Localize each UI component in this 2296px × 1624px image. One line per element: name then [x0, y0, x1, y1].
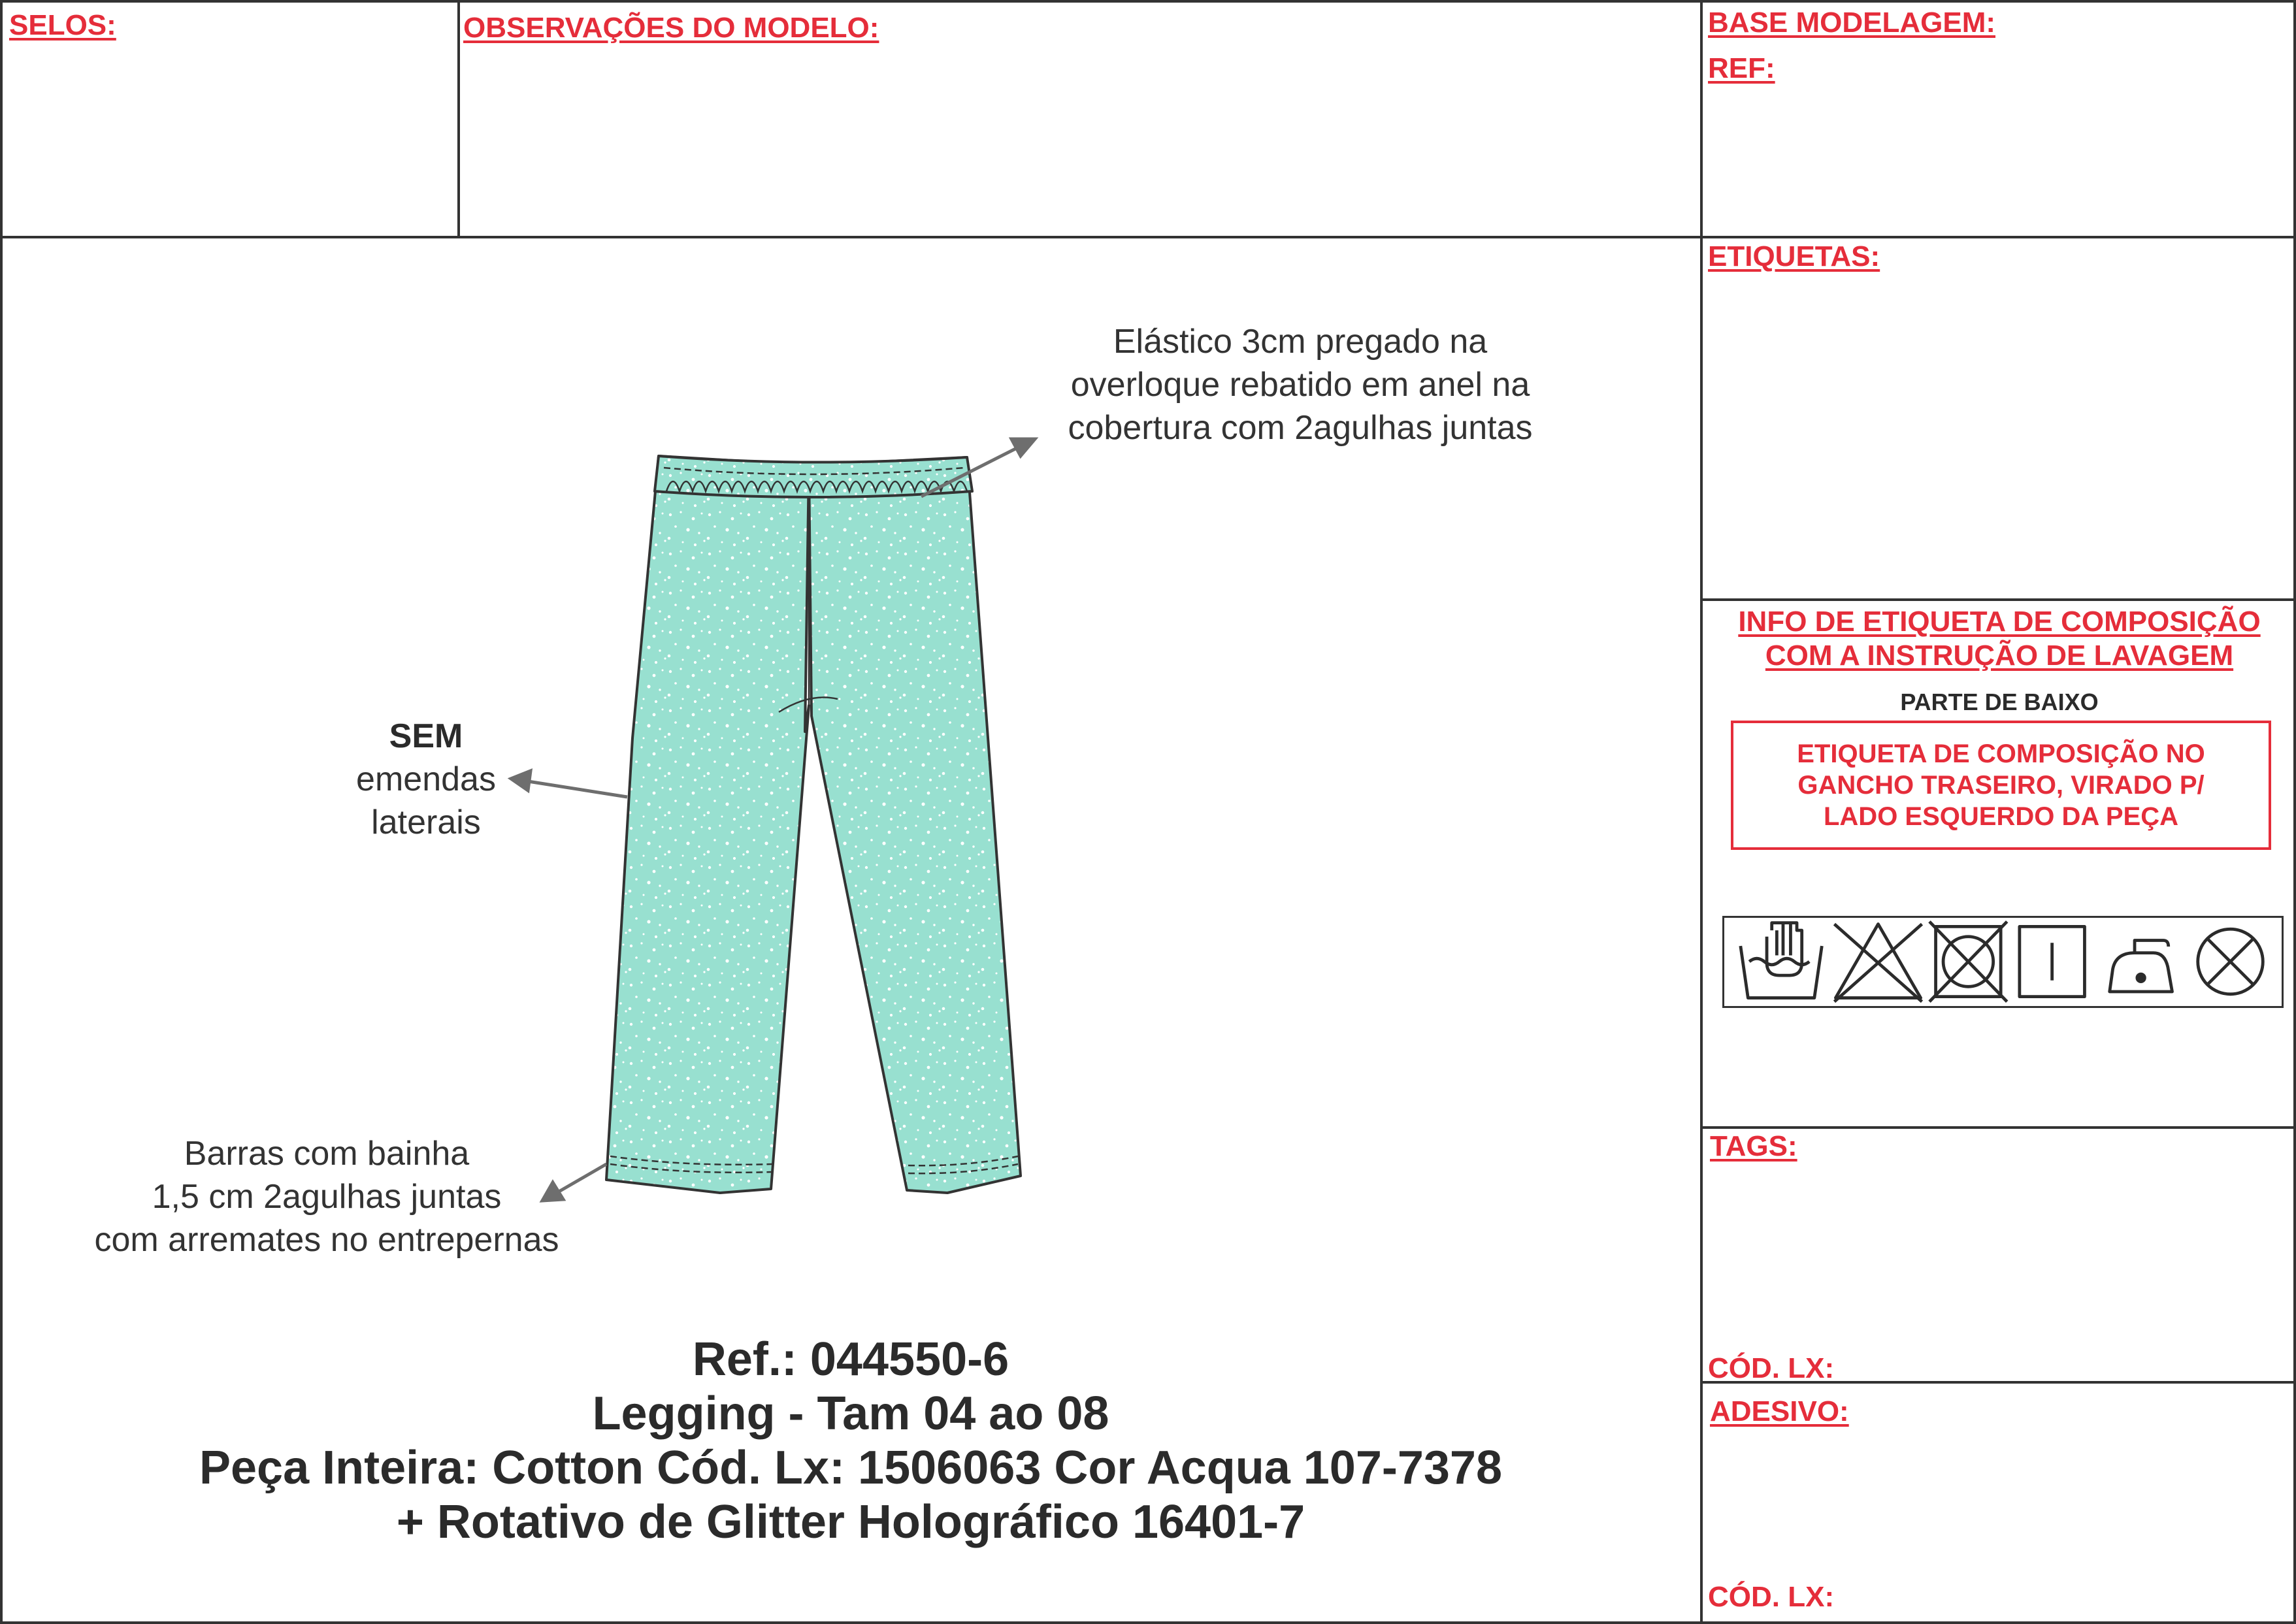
ref-label: REF: — [1708, 52, 1775, 84]
composition-title-line1: INFO DE ETIQUETA DE COMPOSIÇÃO — [1738, 606, 2261, 638]
hem-line1: Barras com bainha — [184, 1135, 470, 1173]
care-symbols-strip — [1722, 916, 2284, 1008]
tags-label: TAGS: — [1710, 1130, 1797, 1162]
placement-line3: LADO ESQUERDO DA PEÇA — [1823, 802, 2178, 831]
hem-line2: 1,5 cm 2agulhas juntas — [152, 1178, 502, 1216]
composition-placement-box — [1731, 721, 2271, 850]
composition-title — [1703, 605, 2296, 673]
product-fabric: Peça Inteira: Cotton Cód. Lx: 1506063 Cor Acqua 107-7378 — [199, 1442, 1503, 1494]
product-reference-block — [0, 1333, 1701, 1550]
product-print: + Rotativo de Glitter Holográfico 16401-7 — [396, 1496, 1305, 1548]
composition-title-line2: COM A INSTRUÇÃO DE LAVAGEM — [1765, 640, 2234, 672]
elastic-line1: Elástico 3cm pregado na — [1113, 323, 1488, 361]
product-ref: Ref.: 044550-6 — [692, 1333, 1009, 1386]
hand-wash-icon — [1741, 923, 1822, 998]
side-seams-annotation — [295, 715, 557, 844]
hem-annotation — [52, 1132, 601, 1261]
do-not-tumble-dry-icon — [1929, 922, 2007, 1002]
selos-label: SELOS: — [9, 9, 116, 41]
product-name: Legging - Tam 04 ao 08 — [592, 1388, 1109, 1440]
sem-line2: emendas — [356, 760, 496, 798]
cod-lx-tags-label: CÓD. LX: — [1708, 1352, 1835, 1384]
base-modelagem-label: BASE MODELAGEM: — [1708, 7, 1995, 39]
adesivo-label: ADESIVO: — [1710, 1395, 1849, 1427]
do-not-bleach-icon — [1834, 924, 1922, 1002]
placement-line1: ETIQUETA DE COMPOSIÇÃO NO — [1797, 739, 2205, 768]
observacoes-label: OBSERVAÇÕES DO MODELO: — [463, 12, 879, 44]
etiquetas-label: ETIQUETAS: — [1708, 240, 1880, 272]
iron-low-icon — [2110, 940, 2173, 992]
line-dry-icon — [2020, 926, 2085, 996]
sem-bold: SEM — [389, 717, 463, 755]
cod-lx-adesivo-label: CÓD. LX: — [1708, 1581, 1835, 1613]
placement-line2: GANCHO TRASEIRO, VIRADO P/ — [1797, 771, 2205, 800]
parte-de-baixo-label: PARTE DE BAIXO — [1900, 689, 2099, 715]
do-not-dry-clean-icon — [2198, 929, 2263, 994]
hem-line3: com arremates no entrepernas — [94, 1221, 559, 1259]
sem-line3: laterais — [371, 804, 481, 841]
elastic-line3: cobertura com 2agulhas juntas — [1068, 409, 1533, 447]
elastic-annotation — [1006, 320, 1594, 449]
elastic-line2: overloque rebatido em anel na — [1070, 366, 1530, 404]
